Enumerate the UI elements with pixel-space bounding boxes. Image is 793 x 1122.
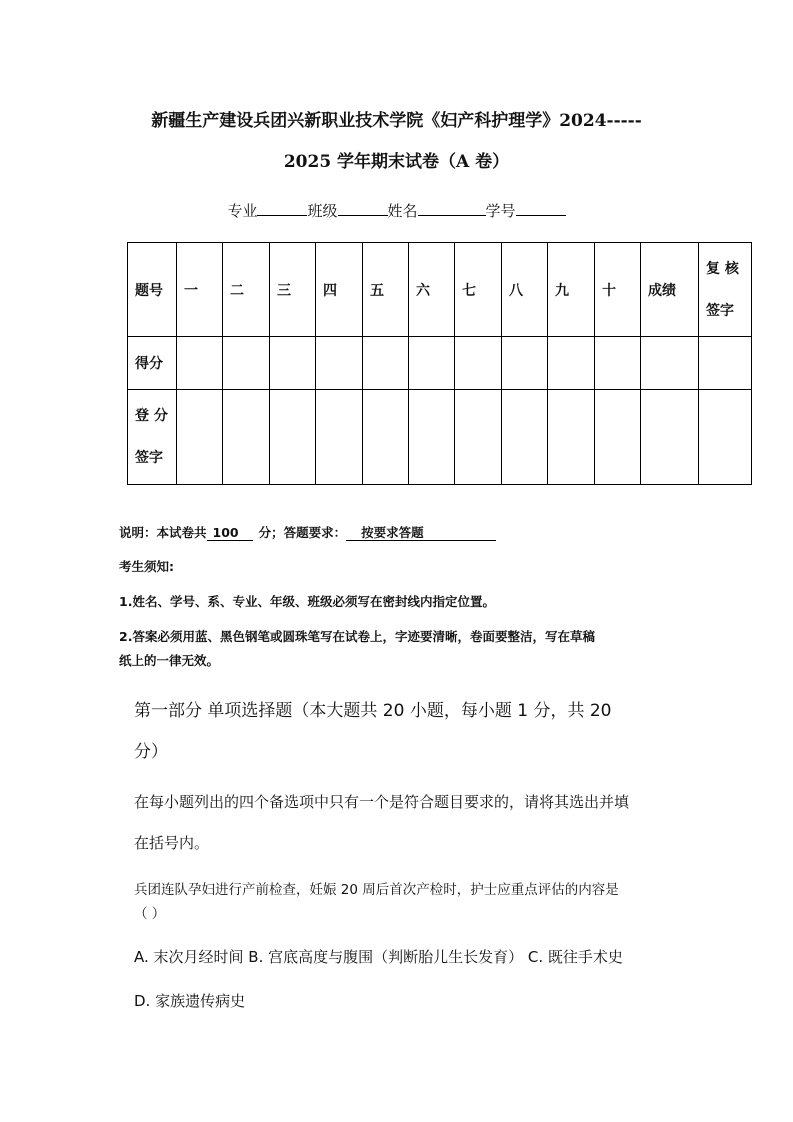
score-input[interactable] (270, 337, 316, 390)
sign-input[interactable] (502, 390, 548, 485)
table-row (128, 390, 752, 485)
class-blank[interactable] (338, 201, 388, 216)
sign-input[interactable] (595, 390, 641, 485)
sign-input[interactable] (363, 390, 409, 485)
table-cell: 三 (270, 243, 316, 337)
score-input[interactable] (223, 337, 270, 390)
field-class-label: 班级 (307, 202, 338, 220)
score-input[interactable] (502, 337, 548, 390)
table-cell: 得分 (128, 337, 177, 390)
score-input[interactable] (363, 337, 409, 390)
section-desc-2: 在括号内。 (134, 834, 210, 852)
sign-label: 签字 (135, 450, 163, 466)
intro-text: 说明：本试卷共 (119, 525, 207, 540)
title-line-2: 2025 学年期末试卷（A 卷） (283, 152, 510, 172)
exam-instructions (119, 523, 496, 541)
score-input[interactable] (177, 337, 223, 390)
table-cell: 七 (455, 243, 502, 337)
name-blank[interactable] (418, 201, 486, 216)
field-name-label: 姓名 (387, 202, 418, 220)
notice-item-2b: 纸上的一律无效。 (119, 653, 220, 668)
table-cell: 九 (548, 243, 595, 337)
entry-label: 登 分 (135, 408, 168, 424)
table-cell: 六 (409, 243, 455, 337)
table-cell-review (699, 243, 752, 337)
table-cell: 八 (502, 243, 548, 337)
notice-title: 考生须知: (119, 559, 174, 574)
answer-requirement: 按要求答题 (346, 525, 496, 541)
score-input[interactable] (548, 337, 595, 390)
intro-text-2: 分；答题要求： (258, 525, 347, 540)
answer-parentheses[interactable]: （ ） (134, 906, 166, 922)
table-row (128, 243, 752, 337)
score-input[interactable] (641, 337, 699, 390)
section-heading-2: 分） (134, 742, 168, 762)
table-cell: 题号 (128, 243, 177, 337)
score-input[interactable] (409, 337, 455, 390)
table-cell: 二 (223, 243, 270, 337)
table-cell: 十 (595, 243, 641, 337)
sign-label: 签字 (706, 302, 734, 319)
table-cell: 五 (363, 243, 409, 337)
review-label: 复 核 (706, 260, 739, 277)
sign-input[interactable] (223, 390, 270, 485)
score-input[interactable] (595, 337, 641, 390)
sign-input[interactable] (270, 390, 316, 485)
section-heading-1: 第一部分 单项选择题（本大题共 20 小题，每小题 1 分，共 20 (134, 701, 612, 721)
notice-item-2a: 2.答案必须用蓝、黑色钢笔或圆珠笔写在试卷上，字迹要清晰，卷面要整洁，写在草稿 (119, 629, 595, 644)
notice-item-1: 1.姓名、学号、系、专业、年级、班级必须写在密封线内指定位置。 (119, 594, 495, 609)
field-id-label: 学号 (485, 202, 516, 220)
sign-input[interactable] (409, 390, 455, 485)
table-cell (128, 390, 177, 485)
score-input[interactable] (455, 337, 502, 390)
score-table (127, 242, 752, 485)
sign-input[interactable] (548, 390, 595, 485)
section-desc-1: 在每小题列出的四个备选项中只有一个是符合题目要求的，请将其选出并填 (134, 793, 630, 811)
options-line: A. 末次月经时间 B. 宫底高度与腹围（判断胎儿生长发育） C. 既往手术史 (134, 948, 623, 966)
score-input[interactable] (316, 337, 363, 390)
sign-input[interactable] (641, 390, 699, 485)
major-blank[interactable] (257, 201, 307, 216)
field-major-label: 专业 (227, 202, 258, 220)
table-cell: 四 (316, 243, 363, 337)
table-cell: 成绩 (641, 243, 699, 337)
student-info-fields (0, 200, 793, 221)
id-blank[interactable] (516, 201, 566, 216)
sign-input[interactable] (455, 390, 502, 485)
sign-input[interactable] (316, 390, 363, 485)
table-row (128, 337, 752, 390)
sign-input[interactable] (177, 390, 223, 485)
option-d: D. 家族遗传病史 (134, 992, 246, 1010)
title-line-1: 新疆生产建设兵团兴新职业技术学院《妇产科护理学》2024----- (151, 111, 642, 131)
table-cell: 一 (177, 243, 223, 337)
score-input[interactable] (699, 337, 752, 390)
sign-input[interactable] (699, 390, 752, 485)
total-score: 100 (207, 525, 253, 541)
question-stem: 兵团连队孕妇进行产前检查，妊娠 20 周后首次产检时，护士应重点评估的内容是 (134, 882, 619, 898)
